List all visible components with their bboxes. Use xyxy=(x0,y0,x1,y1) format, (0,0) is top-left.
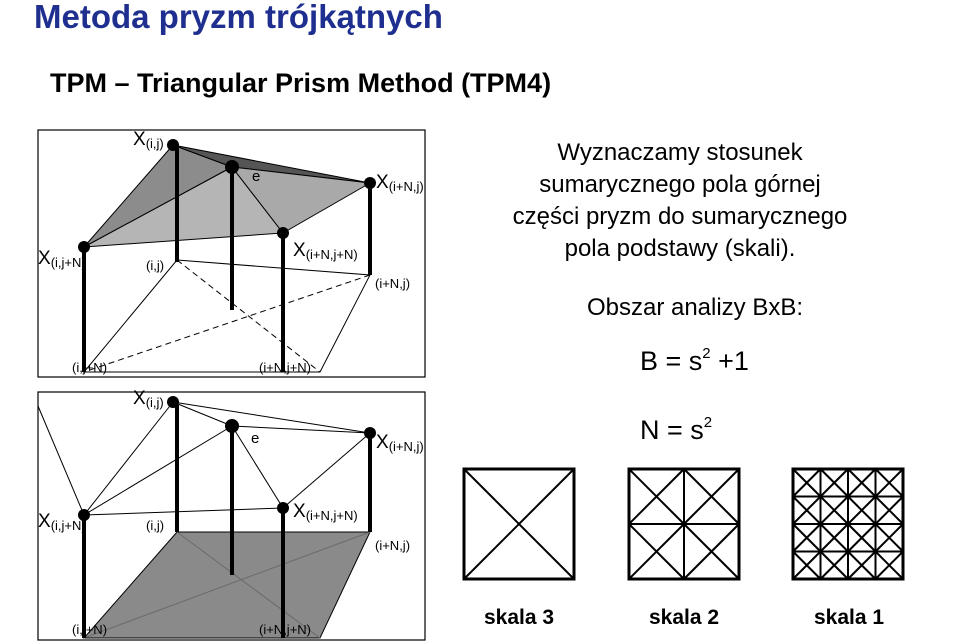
top-prism-diagram xyxy=(38,129,425,377)
scale-label-3: skala 3 xyxy=(484,606,555,629)
b-label-x-ijN: X(i,j+N) xyxy=(38,511,86,533)
b-label-ij: (i,j) xyxy=(146,518,165,533)
formula-n xyxy=(640,414,712,446)
b-label-iN-j: (i+N,j) xyxy=(375,538,411,553)
b-label-x-iN-jN: X(i+N,j+N) xyxy=(293,501,358,523)
analysis-area-title: Obszar analizy BxB: xyxy=(586,294,804,321)
b-vertex-x-ij xyxy=(167,396,179,408)
description-line: sumarycznego pola górnej xyxy=(539,171,821,198)
formula-n-lhs: N = s xyxy=(640,415,704,445)
label-iN-j: (i+N,j) xyxy=(375,276,411,291)
vertex-x-ijN xyxy=(78,241,90,253)
description-text xyxy=(470,137,890,265)
formula-b-exp: 2 xyxy=(702,345,711,362)
formula-b-lhs: B = s xyxy=(640,346,703,376)
label-x-ij: X(i,j) xyxy=(133,129,164,151)
formula-b-rhs: +1 xyxy=(710,346,749,376)
scale-label-1: skala 1 xyxy=(814,606,885,629)
grid-scale-3 xyxy=(464,469,574,579)
b-vertex-e xyxy=(225,419,239,433)
b-label-x-ij: X(i,j) xyxy=(133,388,164,410)
b-label-iN-jN: (i+N,j+N) xyxy=(259,622,312,637)
vertex-x-iN-j xyxy=(364,177,376,189)
grid-scale-1 xyxy=(793,469,903,579)
b-vertex-x-iN-j xyxy=(364,427,376,439)
formula-b xyxy=(640,345,749,377)
label-iN-jN: (i+N,j+N) xyxy=(259,360,312,375)
formula-n-exp: 2 xyxy=(703,414,713,431)
label-ij: (i,j) xyxy=(146,258,165,273)
label-x-iN-j: X(i+N,j) xyxy=(376,172,424,194)
b-label-ijN: (i,j+N) xyxy=(72,622,108,637)
scale-label-2: skala 2 xyxy=(649,606,720,629)
bottom-prism-diagram xyxy=(38,388,425,640)
label-x-ijN: X(i,j+N) xyxy=(38,248,86,270)
label-ijN: (i,j+N) xyxy=(72,360,108,375)
vertex-e xyxy=(225,160,239,174)
vertex-x-ij xyxy=(167,139,179,151)
label-x-iN-jN: X(i+N,j+N) xyxy=(293,240,358,262)
slide-subtitle: TPM – Triangular Prism Method (TPM4) xyxy=(50,68,552,98)
description-line: pola podstawy (skali). xyxy=(564,235,796,262)
description-line: części pryzm do sumarycznego xyxy=(512,203,848,230)
slide-title: Metoda pryzm trójkątnych xyxy=(34,0,443,35)
label-e: e xyxy=(252,168,261,185)
description-line: Wyznaczamy stosunek xyxy=(557,139,803,166)
grid-scale-2 xyxy=(629,469,739,579)
b-label-x-iN-j: X(i+N,j) xyxy=(376,432,424,454)
b-vertex-x-iN-jN xyxy=(277,502,289,514)
vertex-x-iN-jN xyxy=(277,227,289,239)
b-label-e: e xyxy=(251,430,260,447)
